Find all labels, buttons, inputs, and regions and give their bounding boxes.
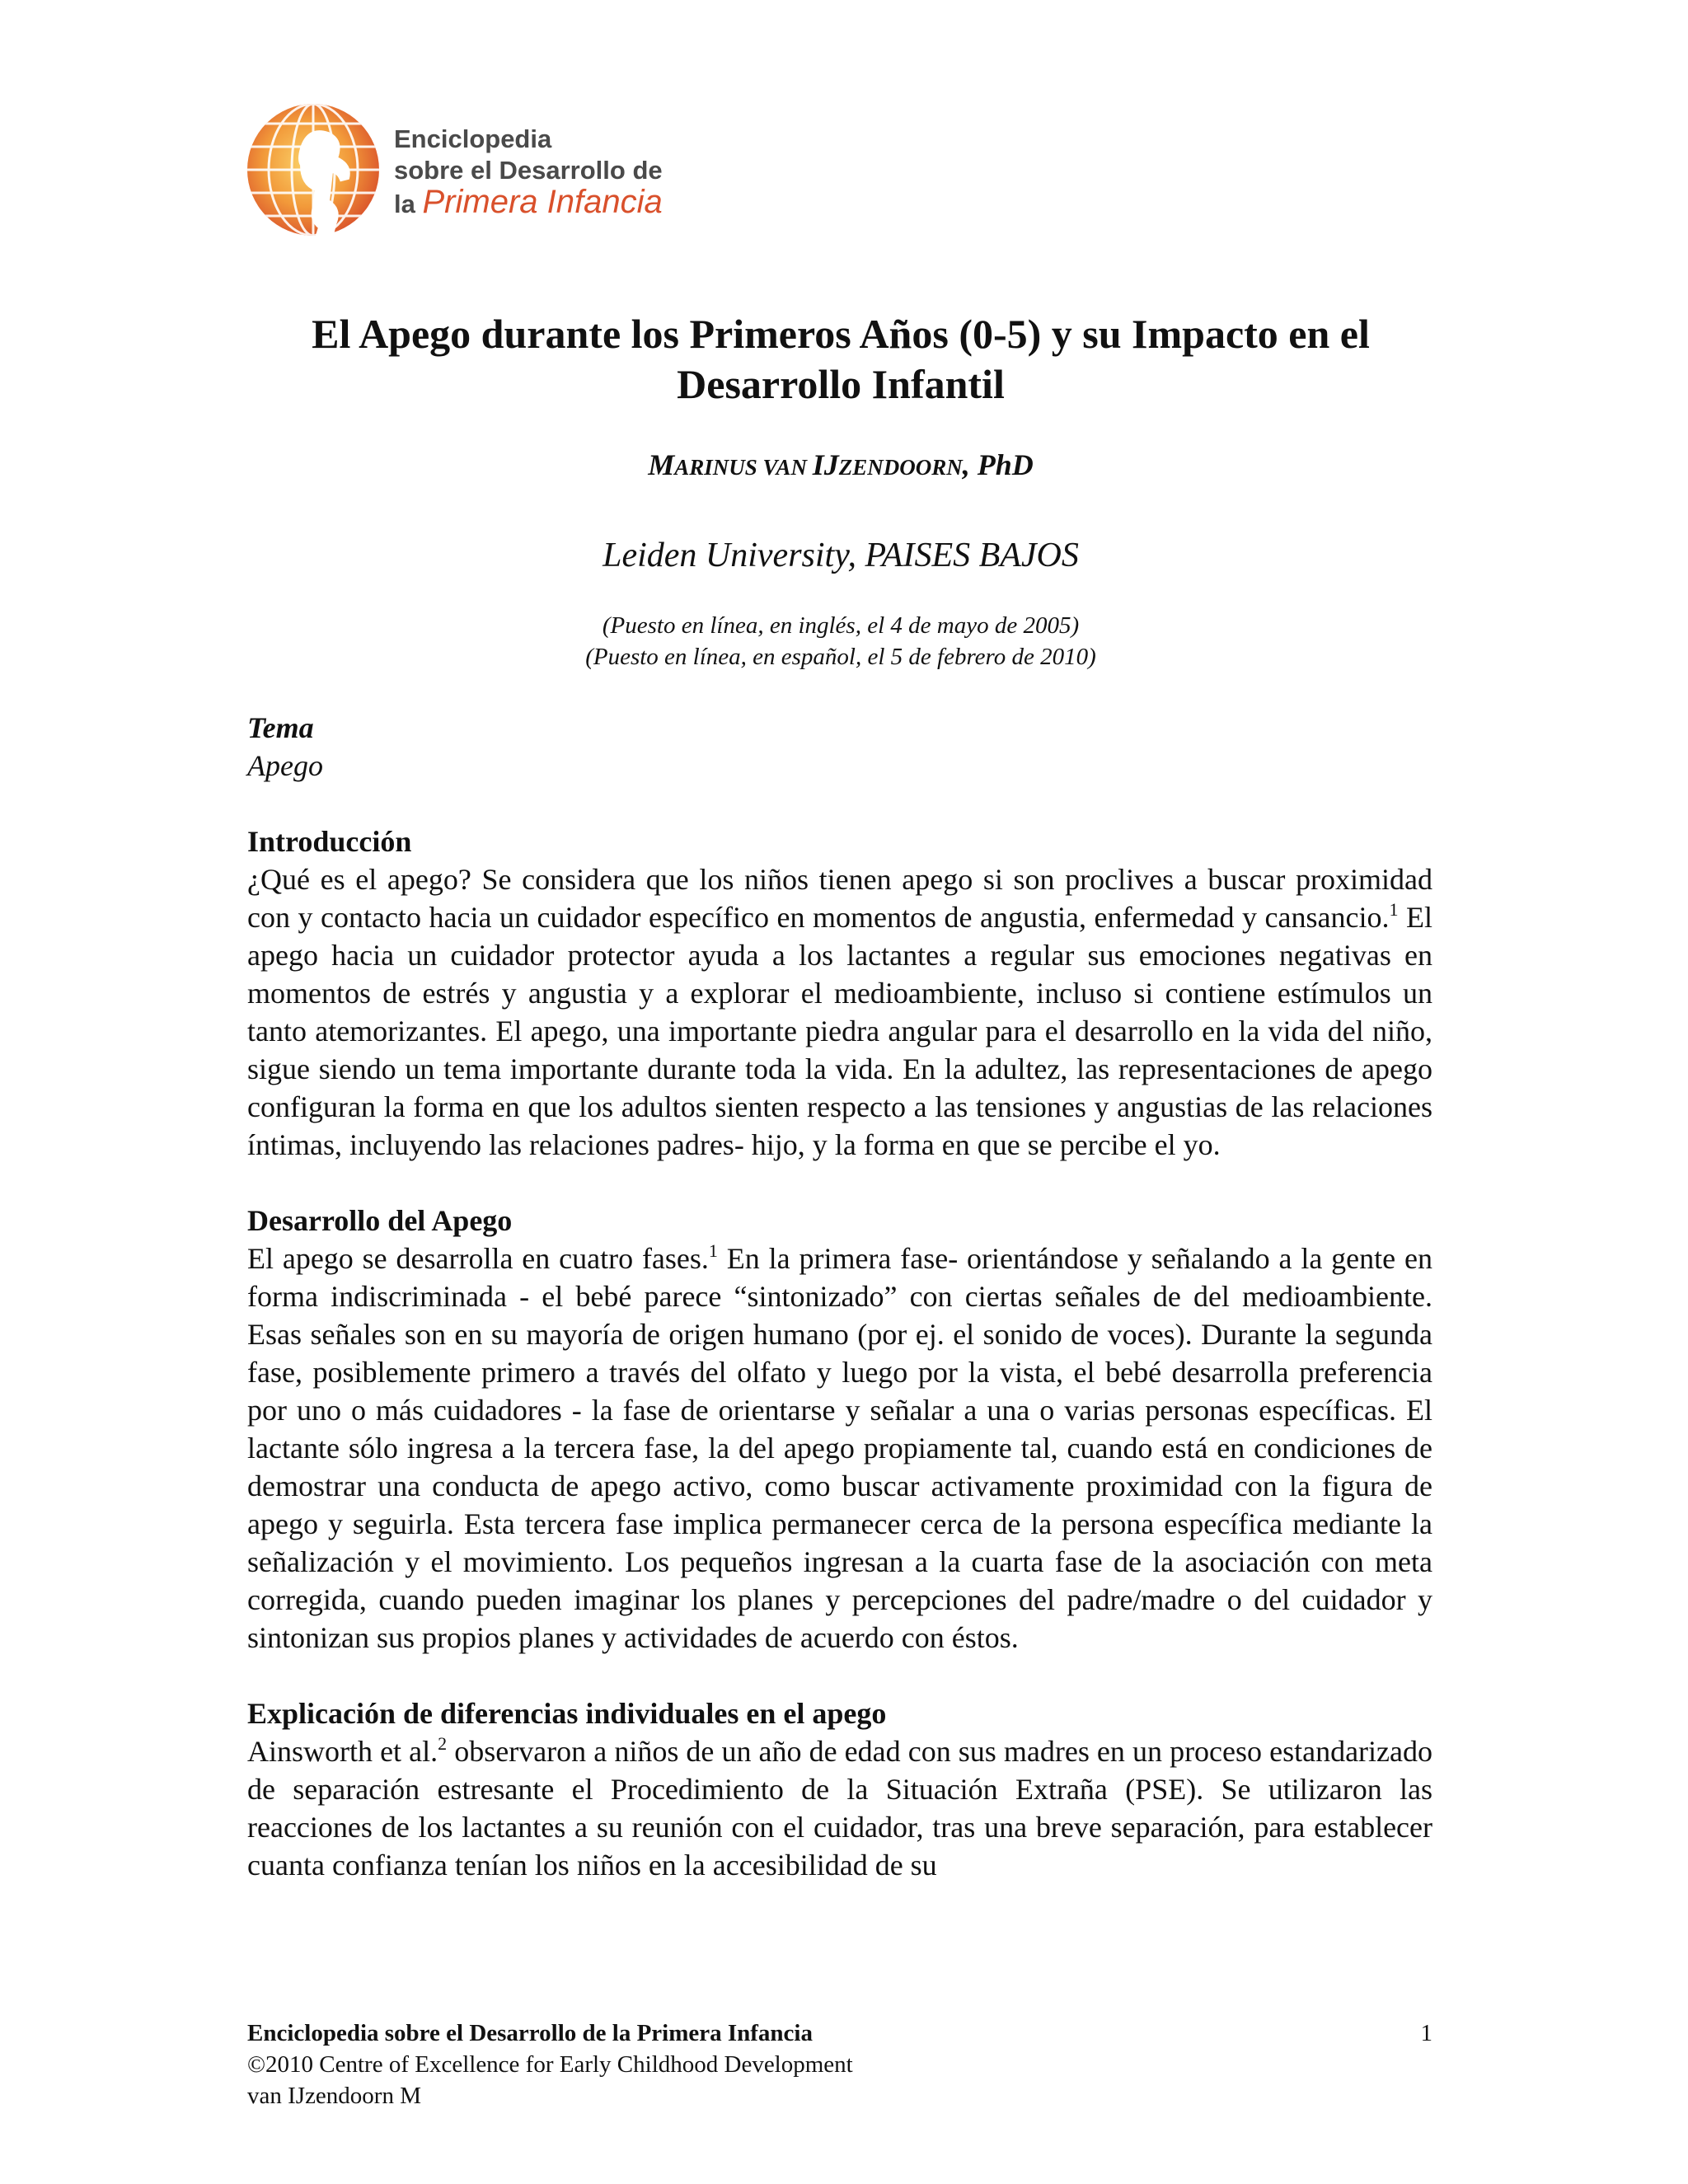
author-suffix: , PhD <box>962 448 1034 481</box>
tema-heading: Tema <box>247 711 314 744</box>
explicacion-text-2: observaron a niños de un año de edad con sus madres en un proceso estandarizado de separación estresante el Procedimiento de la Situación Extraña (PSE). Se utilizaron las reacciones de los lactantes a su reunión con el cuidador, tras una breve separación, para establecer cuanta confianza tenían los niños en la accesibilidad de su <box>247 1735 1433 1882</box>
intro-heading: Introducción <box>247 825 412 858</box>
logo-primera-infancia: Primera Infancia <box>422 184 663 220</box>
tema-value: Apego <box>247 749 323 782</box>
article-title <box>247 309 1434 410</box>
intro-text-2: El apego hacia un cuidador protector ayuda a los lactantes a regular sus emociones negativas en momentos de estrés y angustia y a explorar el medioambiente, incluso si contiene estímulos un tanto atemorizantes. El apego, una importante piedra angular para el desarrollo en la vida del niño, sigue siendo un tema importante durante toda la vida. En la adultez, las representaciones de apego configuran la forma en que los adultos sienten respecto a las tensiones y angustias de las relaciones íntimas, incluyendo las relaciones padres- hijo, y la forma en que se percibe el yo. <box>247 901 1432 1161</box>
page-number: 1 <box>1420 2020 1432 2046</box>
desarrollo-text-2: En la primera fase- orientándose y señalando a la gente en forma indiscriminada - el bebé parece “sintonizado” con ciertas señales de del medioambiente. Esas señales son en su mayoría de origen humano (por ej. el sonido de voces). Durante la segunda fase, posiblemente primero a través del olfato y luego por la vista, el bebé desarrolla preferencia por uno o más cuidadores - la fase de orientarse y señalar a una o varias personas específicas. El lactante sólo ingresa a la tercera fase, la del apego propiamente tal, cuando está en condiciones de demostrar una conducta de apego activo, como buscar activamente proximidad con la figura de apego y seguirla. Esta tercera fase implica permanecer cerca de la persona específica mediante la señalización y el movimiento. Los pequeños ingresan a la cuarta fase de la asociación con meta corregida, cuando pueden imaginar los planes y percepciones del padre/madre o del cuidador y sintonizan sus propios planes y actividades de acuerdo con éstos. <box>247 1242 1432 1654</box>
explicacion-paragraph <box>247 1732 1432 1884</box>
encyclopedia-logo <box>244 99 706 264</box>
author-last-initial: IJ <box>812 448 839 481</box>
footer-author: van IJzendoorn M <box>247 2083 422 2109</box>
author-first-initial: M <box>648 448 675 481</box>
explicacion-text-1: Ainsworth et al. <box>247 1735 438 1768</box>
author-affiliation: Leiden University, PAISES BAJOS <box>603 537 1079 574</box>
logo-line-1: Enciclopedia <box>394 124 552 153</box>
page-footer <box>247 2018 1432 2111</box>
intro-paragraph <box>247 860 1432 1164</box>
desarrollo-text-1: El apego se desarrolla en cuatro fases. <box>247 1242 709 1275</box>
desarrollo-paragraph <box>247 1240 1432 1657</box>
intro-text-1: ¿Qué es el apego? Se considera que los niños tienen apego si son proclives a buscar proximidad con y contacto hacia un cuidador específico en momentos de angustia, enfermedad y cansancio. <box>247 863 1432 934</box>
title-line-2: Desarrollo Infantil <box>677 361 1005 407</box>
explicacion-heading: Explicación de diferencias individuales en el apego <box>247 1697 887 1730</box>
footnote-ref[interactable]: 2 <box>438 1733 448 1754</box>
author-last-rest: ZENDOORN <box>838 455 963 480</box>
article-body <box>247 709 1432 1884</box>
logo-text <box>394 124 663 220</box>
title-line-1: El Apego durante los Primeros Años (0-5) y su Impacto en el <box>312 311 1370 357</box>
author-first-rest: ARINUS VAN <box>674 455 813 480</box>
author-name <box>247 448 1434 482</box>
globe-child-icon <box>244 99 392 264</box>
logo-line-3 <box>394 186 663 220</box>
footer-encyclopedia: Enciclopedia sobre el Desarrollo de la Primera Infancia <box>247 2020 813 2046</box>
footer-copyright: ©2010 Centre of Excellence for Early Childhood Development <box>247 2051 853 2078</box>
footnote-ref[interactable]: 1 <box>708 1240 718 1261</box>
desarrollo-heading: Desarrollo del Apego <box>247 1204 513 1237</box>
posted-spanish: (Puesto en línea, en español, el 5 de febrero de 2010) <box>585 644 1096 670</box>
logo-la: la <box>394 190 415 218</box>
footnote-ref[interactable]: 1 <box>1389 899 1399 920</box>
posting-dates <box>247 610 1434 673</box>
logo-line-2: sobre el Desarrollo de <box>394 156 663 185</box>
posted-english: (Puesto en línea, en inglés, el 4 de mayo de 2005) <box>602 612 1080 639</box>
